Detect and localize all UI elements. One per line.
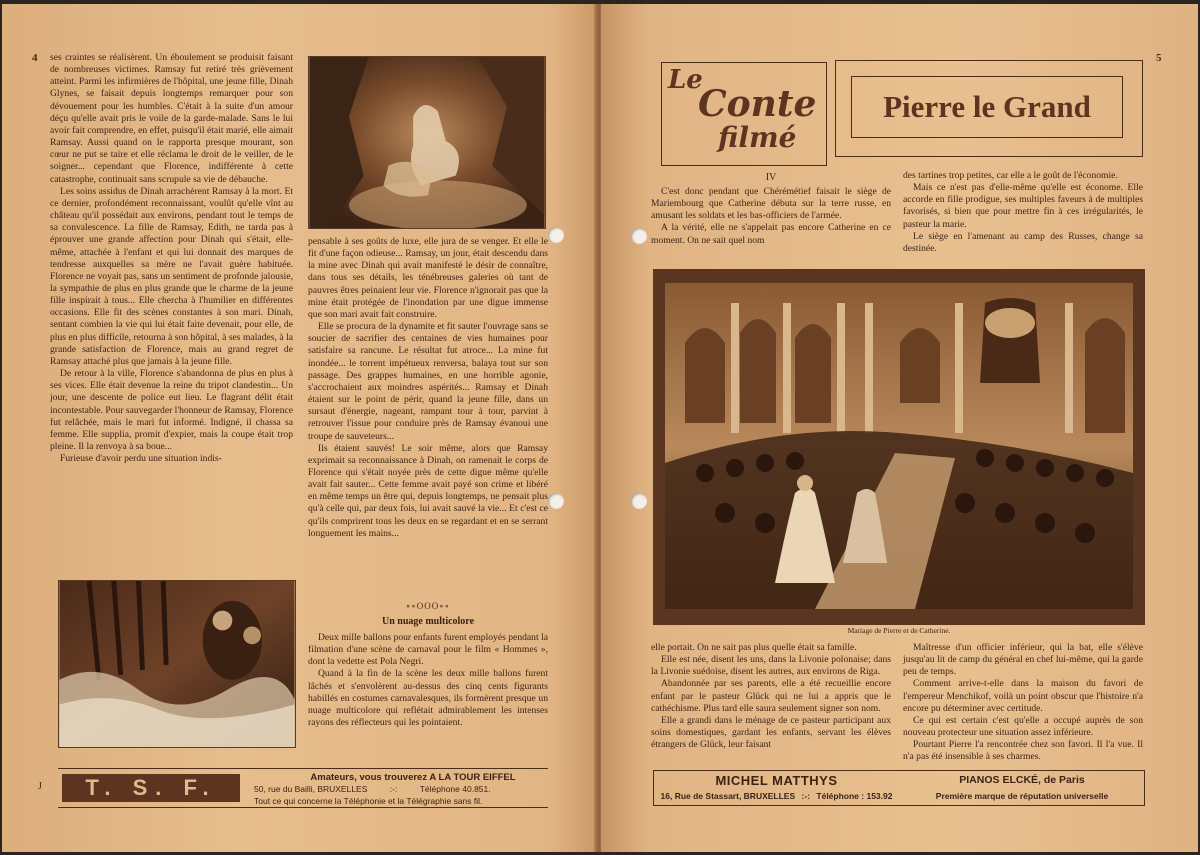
story-title: Pierre le Grand	[851, 76, 1123, 138]
tsf-ad-phone: Téléphone 40.851.	[419, 784, 491, 794]
page-number-right: 5	[1156, 52, 1162, 64]
right-intro2-paragraph: Mais ce n'est pas d'elle-même qu'elle est économe. Elle accorde en fille prodigue, ses multiples faveurs à de multiples favorisés, si bien que pour mettre fin à ces irrégularités, le pasteur la marie.	[903, 182, 1143, 230]
right-bottom1-paragraph: elle portait. On ne sait pas plus quelle était sa famille.	[651, 642, 857, 653]
right-intro1-paragraph: C'est donc pendant que Chérémétief faisait le siège de Mariembourg que Catherine débuta sur la terre russe, en amusant les soldats et les bas-officiers de l'armée.	[651, 186, 891, 222]
nuage-paragraph-2: Quand à la fin de la scène les deux mille ballons furent lâchés et s'envolèrent au-dessus des cinq cents figurants habillés en costumes carnavalesques, ils formèrent presque un nuage multicolore qui reflétait admirablement les intenses rayons des réflecteurs qui les pointaient.	[308, 668, 548, 729]
left-page	[2, 4, 597, 852]
left-col2-paragraph: Elle se procura de la dynamite et fit sauter l'ouvrage sans se soucier de sacrifier des centaines de vies humaines pour satisfaire sa rancune. Le résultat fut atroce... La mine fut inondée... le torrent impétueux renversa, balaya tout sur son passage. Des grappes humaines, en une horrible agonie, s'accrochaient aux moindres aspérités... Ramsay et Dinah étaient sur le point de périr, quand la jeune fille, dans un sursaut d'énergie, nageant, rampant tour à tour, parvint à retrouver l'issue pour conduire près de Ramsay évanoui une troupe de sauveteurs...	[308, 321, 548, 442]
left-col2-paragraph: pensable à ses goûts de luxe, elle jura de se venger. Et elle le fit d'une façon odieuse... Ramsay, un jour, était descendu dans la mine avec Dinah qui avait manifesté le désir de connaître, dans tous ses détails, les ténébreuses galeries où tant de pauvres êtres peinaient leur vie. Florence n'ignorait pas que la mine était protégée de l'inondation par une digue immense que son mari avait fait construire.	[308, 236, 548, 320]
right-bottom-col-2	[903, 642, 1143, 762]
ad-matthys-sep: :-:	[801, 791, 811, 801]
photo-caption: Mariage de Pierre et de Catherine.	[847, 626, 951, 635]
printer-mark: J	[38, 781, 42, 792]
binding-hole-left-top	[548, 227, 564, 243]
ad-elcke-name: PIANOS ELCKÉ, de Paris	[959, 774, 1085, 786]
logo-le: Le	[668, 65, 703, 95]
right-bottom1-paragraph: Elle a grandi dans le ménage de ce pasteur participant aux soins domestiques, gardant les enfants, servant les élèves étrangers de Glück, leur faisant	[651, 714, 891, 751]
tsf-ad-headline: Amateurs, vous trouverez A LA TOUR EIFFEL	[310, 772, 516, 783]
tsf-ad	[58, 768, 548, 808]
right-bottom1-paragraph: Abandonnée par ses parents, elle a été recueillie encore enfant par le pasteur Glück qui ne lui a appris que le cathéchisme. Plus tard elle saura seulement signer son nom.	[651, 678, 891, 714]
ad-matthys-name: MICHEL MATTHYS	[715, 773, 838, 788]
wedding-photo-image	[665, 283, 1133, 609]
mine-photo	[308, 56, 546, 229]
wedding-photo-frame	[653, 269, 1145, 625]
tsf-ad-line1	[278, 772, 548, 783]
right-bottom2-paragraph: Maîtresse d'un officier inférieur, qui la bat, elle s'élève jusqu'au lit de camp du général en chef lui-même, qui la garde peu de temps.	[903, 642, 1143, 678]
right-bottom2-paragraph: Pourtant Pierre l'a rencontrée chez son favori. Il l'a vue. Il n'a pas été insensible à ses charmes.	[903, 739, 1143, 763]
tsf-logo: T. S. F.	[62, 774, 240, 802]
ad-matthys-address: 16, Rue de Stassart, BRUXELLES	[660, 791, 796, 801]
left-column-2	[308, 236, 548, 598]
flood-photo-image	[59, 581, 295, 747]
right-bottom1-paragraph: Elle est née, disent les uns, dans la Livonie polonaise; dans la Livonie suédoise, disent les autres, aux environs de Riga.	[651, 654, 891, 678]
right-bottom2-paragraph: Comment arrive-t-elle dans la maison du favori de l'empereur Menchikof, voilà un point obscur que l'histoire n'a encore pu déterminer avec certitude.	[903, 678, 1143, 714]
logo-conte: Conte	[698, 83, 817, 125]
right-bottom-col-1	[651, 642, 891, 762]
tsf-ad-sep: :-:	[389, 784, 398, 794]
tsf-ad-line3: Tout ce qui concerne la Téléphonie et la Télégraphie sans fil.	[254, 796, 483, 806]
ad-matthys-phone: Téléphone : 153.92	[816, 791, 893, 801]
ad-matthys-line	[654, 791, 899, 801]
left-col1-paragraph: De retour à la ville, Florence s'abandonna de plus en plus à ses vices. Elle était devenue la reine du tripot clandestin... Un jour, une descente de police eut lieu. Le flagrant délit était incontestable. Pour sauvegarder l'honneur de Ramsay, Florence fut relâchée, mais le mari fut informé. Indigné, il chassa sa femme. Elle supplia, promit d'expier, mais la coupe était trop pleine. Il la renvoya à sa boue...	[50, 368, 294, 452]
left-col1-paragraph: Furieuse d'avoir perdu une situation indis-	[60, 453, 222, 465]
right-bottom2-paragraph: Ce qui est certain c'est qu'elle a occupé auprès de son nouveau protecteur une situation assez inférieure.	[903, 714, 1143, 739]
nuage-text	[308, 632, 548, 757]
right-intro-col-1	[651, 186, 891, 256]
chapter-number: IV	[765, 172, 777, 183]
tsf-ad-address: 50, rue du Bailli, BRUXELLES	[254, 784, 368, 794]
binding-hole-right-top	[631, 228, 647, 244]
nuage-paragraph-1: Deux mille ballons pour enfants furent employés pendant la filmation d'une scène de carnaval pour le film « Hommes », dont la vedette est Pola Negri.	[308, 632, 548, 668]
title-box	[835, 60, 1143, 157]
right-intro-col-2	[903, 170, 1143, 260]
ad-elcke-tagline: Première marque de réputation universelle	[935, 791, 1109, 801]
page-number-left: 4	[32, 52, 38, 64]
separator-ornament: ∘∘OOO∘∘	[405, 601, 451, 611]
mine-photo-image	[309, 57, 545, 228]
logo-filme: filmé	[718, 121, 797, 154]
right-page	[601, 4, 1198, 852]
conte-filme-logo	[661, 62, 827, 166]
tsf-ad-line2	[254, 784, 544, 795]
wedding-photo	[665, 283, 1133, 609]
left-col1-paragraph: ses craintes se réalisèrent. Un éboulement se produisit faisant de nombreuses victimes. Ramsay fut retiré très grièvement atteint. Parmi les infirmières de l'hôpital, une jeune fille, Dinah Glynes, se faisait depuis longtemps remarquer pour son dévouement pour les humbles. C'était à la suite d'un amour déçu qu'elle avait pris le voile de la garde-malade. Sans le lui avoir fait comprendre, en effet, puisqu'il était marié, elle aimait Ramsay. Aussi quand on le rapporta presque mourant, son cœur ne put se taire et elle réclama le droit de le veiller, de le soigner... cependant que Florence, indifférente à cette catastrophe, continuait sans scrupule sa vie de débauche.	[50, 52, 293, 185]
binding-hole-left-bottom	[548, 493, 564, 509]
binding-hole-right-bottom	[631, 493, 647, 509]
matthys-elcke-ad	[653, 770, 1145, 806]
left-col2-paragraph: Ils étaient sauvés! Le soir même, alors que Ramsay exprimait sa reconnaissance à Dinah, on ramenait le corps de Florence qui s'était noyée près de cette digue même qu'elle avait fait sauter... Cette femme avait payé son crime et libéré en même temps un être qui, depuis longtemps, ne pensait plus qu'à celle qui, par deux fois, lui avait sauvé la vie... Et c'est ce qu'ils comprirent tous les deux en se regardant et en se serrant longuement les mains...	[308, 442, 548, 539]
left-col1-paragraph: Les soins assidus de Dinah arrachèrent Ramsay à la mort. Et ce dernier, profondément reconnaissant, voulût qu'elle vînt au château qu'il possédait aux environs, pendant tout le temps de sa convalescence. La fille de Ramsay, Edith, ne tarda pas à éprouver une grande affection pour Dinah qui s'était, elle-même, attachée à l'enfant et qui lui donnait des marques de tendresse auxquelles sa mère ne l'avait guère habituée. Florence ne voyait pas, sans un sentiment de profonde jalousie, la sympathie de plus en plus grande que le charme de la jeune fille inspirait à tous... Elle chercha à l'humilier en différentes occasions. Elle fit des scènes constantes à son mari. Dinah, sentant combien la vie qui lui était faite devenait, pour elle, de plus en plus difficile, retourna à son hôpital, à ses malades, à la grande satisfaction de Florence, mais au grand regret de Ramsay attaché plus que jamais à la jeune fille.	[50, 185, 293, 367]
left-column-1	[50, 52, 293, 572]
right-intro2-paragraph: des tartines trop petites, car elle a le goût de l'économie.	[903, 170, 1118, 181]
right-intro2-paragraph: Le siège en l'amenant au camp des Russes, change sa destinée.	[903, 230, 1143, 254]
flood-photo	[58, 580, 296, 748]
right-intro1-paragraph: A la vérité, elle ne s'appelait pas encore Catherine en ce moment. On ne sait quel nom	[651, 222, 891, 246]
subheading-nuage: Un nuage multicolore	[381, 616, 475, 627]
